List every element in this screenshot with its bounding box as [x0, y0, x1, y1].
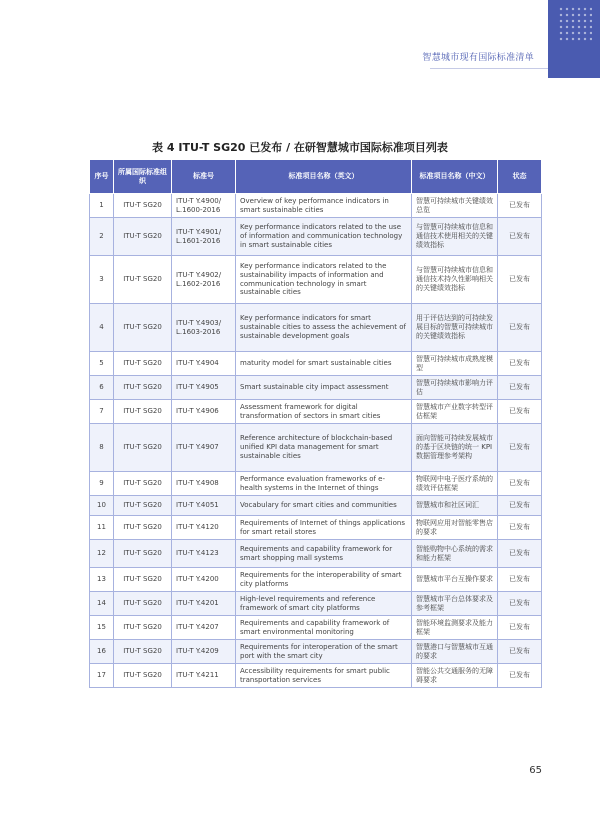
cell-status: 已发布 — [498, 218, 542, 256]
cell-no: 14 — [90, 592, 114, 616]
table-row — [90, 256, 542, 304]
running-header-title: 智慧城市现有国际标准清单 — [422, 53, 534, 63]
cell-name-cn: 与智慧可持续城市信息和通信技术使用相关的关键绩效指标 — [412, 218, 498, 256]
cell-name-cn: 智慧城市平台互操作要求 — [412, 568, 498, 592]
cell-name-cn: 智慧可持续城市影响力评估 — [412, 376, 498, 400]
cell-name-cn: 智能环境监测要求及能力框架 — [412, 616, 498, 640]
cell-no: 8 — [90, 424, 114, 472]
header-name-cn: 标准项目名称（中文） — [412, 160, 498, 194]
cell-status: 已发布 — [498, 376, 542, 400]
table-row — [90, 640, 542, 664]
cell-name-en: Performance evaluation frameworks of e-health systems in the Internet of things — [236, 472, 412, 496]
cell-org: ITU-T SG20 — [114, 472, 172, 496]
table-row — [90, 218, 542, 256]
table-row — [90, 304, 542, 352]
dot-grid-decoration — [558, 6, 592, 42]
cell-org: ITU-T SG20 — [114, 304, 172, 352]
table-row — [90, 496, 542, 516]
header-decoration-block — [548, 0, 600, 78]
table-row — [90, 376, 542, 400]
cell-name-cn: 智慧港口与智慧城市互通的要求 — [412, 640, 498, 664]
cell-no: 10 — [90, 496, 114, 516]
cell-name-cn: 智慧城市和社区词汇 — [412, 496, 498, 516]
cell-no: 7 — [90, 400, 114, 424]
table-row — [90, 592, 542, 616]
table-row — [90, 472, 542, 496]
cell-no: 4 — [90, 304, 114, 352]
cell-status: 已发布 — [498, 592, 542, 616]
cell-no: 17 — [90, 664, 114, 688]
cell-org: ITU-T SG20 — [114, 256, 172, 304]
cell-name-en: High-level requirements and reference framework of smart city platforms — [236, 592, 412, 616]
cell-name-en: Assessment framework for digital transformation of sectors in smart cities — [236, 400, 412, 424]
cell-name-en: Accessibility requirements for smart public transportation services — [236, 664, 412, 688]
cell-standard-number: ITU-T Y.4902/ L.1602-2016 — [172, 256, 236, 304]
header-standard-number: 标准号 — [172, 160, 236, 194]
cell-org: ITU-T SG20 — [114, 194, 172, 218]
cell-org: ITU-T SG20 — [114, 592, 172, 616]
table-header-row — [90, 160, 542, 194]
cell-name-en: maturity model for smart sustainable cities — [236, 352, 412, 376]
table-row — [90, 516, 542, 540]
cell-no: 5 — [90, 352, 114, 376]
cell-standard-number: ITU-T Y.4900/ L.1600-2016 — [172, 194, 236, 218]
cell-status: 已发布 — [498, 424, 542, 472]
cell-org: ITU-T SG20 — [114, 516, 172, 540]
cell-name-cn: 物联网应用对智能零售店的要求 — [412, 516, 498, 540]
cell-name-en: Reference architecture of blockchain-based unified KPI data management for smart sustainable cities — [236, 424, 412, 472]
table-row — [90, 194, 542, 218]
cell-name-en: Key performance indicators related to the sustainability impacts of information and communication technology in smart sustainable cities — [236, 256, 412, 304]
cell-standard-number: ITU-T Y.4123 — [172, 540, 236, 568]
header-name-en: 标准项目名称（英文） — [236, 160, 412, 194]
table-row — [90, 424, 542, 472]
cell-org: ITU-T SG20 — [114, 640, 172, 664]
cell-org: ITU-T SG20 — [114, 352, 172, 376]
cell-standard-number: ITU-T Y.4901/ L.1601-2016 — [172, 218, 236, 256]
cell-no: 16 — [90, 640, 114, 664]
cell-standard-number: ITU-T Y.4904 — [172, 352, 236, 376]
cell-no: 13 — [90, 568, 114, 592]
table-row — [90, 616, 542, 640]
cell-standard-number: ITU-T Y.4906 — [172, 400, 236, 424]
header-divider — [430, 68, 548, 69]
cell-no: 6 — [90, 376, 114, 400]
cell-status: 已发布 — [498, 540, 542, 568]
cell-org: ITU-T SG20 — [114, 664, 172, 688]
cell-name-en: Key performance indicators related to the use of information and communication technology in smart sustainable cities — [236, 218, 412, 256]
cell-status: 已发布 — [498, 616, 542, 640]
header-status: 状态 — [498, 160, 542, 194]
cell-org: ITU-T SG20 — [114, 376, 172, 400]
cell-status: 已发布 — [498, 352, 542, 376]
cell-name-cn: 与智慧可持续城市信息和通信技术持久性影响相关的关键绩效指标 — [412, 256, 498, 304]
cell-org: ITU-T SG20 — [114, 540, 172, 568]
cell-status: 已发布 — [498, 400, 542, 424]
cell-name-en: Smart sustainable city impact assessment — [236, 376, 412, 400]
cell-name-en: Requirements and capability framework for smart shopping mall systems — [236, 540, 412, 568]
cell-org: ITU-T SG20 — [114, 616, 172, 640]
cell-standard-number: ITU-T Y.4120 — [172, 516, 236, 540]
cell-name-cn: 用于评估达到的可持续发展目标的智慧可持续城市的关键绩效指标 — [412, 304, 498, 352]
cell-name-cn: 物联网中电子医疗系统的绩效评估框架 — [412, 472, 498, 496]
cell-name-en: Requirements for the interoperability of smart city platforms — [236, 568, 412, 592]
cell-status: 已发布 — [498, 640, 542, 664]
table-row — [90, 400, 542, 424]
cell-no: 11 — [90, 516, 114, 540]
table-row — [90, 540, 542, 568]
table-row — [90, 352, 542, 376]
cell-no: 15 — [90, 616, 114, 640]
header-org: 所属国际标准组织 — [114, 160, 172, 194]
table-row — [90, 568, 542, 592]
cell-name-cn: 智慧城市产业数字转型评估框架 — [412, 400, 498, 424]
cell-org: ITU-T SG20 — [114, 424, 172, 472]
table-row — [90, 664, 542, 688]
cell-standard-number: ITU-T Y.4907 — [172, 424, 236, 472]
cell-name-en: Overview of key performance indicators in smart sustainable cities — [236, 194, 412, 218]
cell-org: ITU-T SG20 — [114, 568, 172, 592]
cell-no: 3 — [90, 256, 114, 304]
cell-status: 已发布 — [498, 516, 542, 540]
header-strip — [0, 0, 548, 34]
cell-standard-number: ITU-T Y.4908 — [172, 472, 236, 496]
cell-standard-number: ITU-T Y.4201 — [172, 592, 236, 616]
cell-name-cn: 智慧可持续城市关键绩效总览 — [412, 194, 498, 218]
cell-no: 12 — [90, 540, 114, 568]
cell-name-cn: 智慧可持续城市成熟度模型 — [412, 352, 498, 376]
cell-name-en: Vocabulary for smart cities and communities — [236, 496, 412, 516]
cell-name-cn: 智慧城市平台总体要求及参考框架 — [412, 592, 498, 616]
cell-org: ITU-T SG20 — [114, 218, 172, 256]
cell-standard-number: ITU-T Y.4905 — [172, 376, 236, 400]
cell-status: 已发布 — [498, 304, 542, 352]
standards-table — [89, 159, 542, 688]
cell-standard-number: ITU-T Y.4051 — [172, 496, 236, 516]
cell-standard-number: ITU-T Y.4200 — [172, 568, 236, 592]
cell-no: 2 — [90, 218, 114, 256]
cell-standard-number: ITU-T Y.4903/ L.1603-2016 — [172, 304, 236, 352]
cell-status: 已发布 — [498, 194, 542, 218]
cell-no: 1 — [90, 194, 114, 218]
cell-status: 已发布 — [498, 496, 542, 516]
cell-standard-number: ITU-T Y.4209 — [172, 640, 236, 664]
cell-org: ITU-T SG20 — [114, 400, 172, 424]
page-number: 65 — [529, 765, 542, 776]
header-no: 序号 — [90, 160, 114, 194]
table-caption: 表 4 ITU-T SG20 已发布 / 在研智慧城市国际标准项目列表 — [152, 141, 448, 154]
cell-name-cn: 智能公共交通服务的无障碍要求 — [412, 664, 498, 688]
cell-status: 已发布 — [498, 472, 542, 496]
cell-no: 9 — [90, 472, 114, 496]
cell-name-en: Requirements and capability framework of smart environmental monitoring — [236, 616, 412, 640]
cell-org: ITU-T SG20 — [114, 496, 172, 516]
cell-name-cn: 面向智能可持续发展城市的基于区块链的统一 KPI 数据管理参考架构 — [412, 424, 498, 472]
cell-name-en: Requirements of Internet of things applications for smart retail stores — [236, 516, 412, 540]
cell-name-en: Requirements for interoperation of the smart port with the smart city — [236, 640, 412, 664]
cell-status: 已发布 — [498, 664, 542, 688]
cell-name-cn: 智能购物中心系统的需求和能力框架 — [412, 540, 498, 568]
cell-standard-number: ITU-T Y.4211 — [172, 664, 236, 688]
cell-standard-number: ITU-T Y.4207 — [172, 616, 236, 640]
cell-name-en: Key performance indicators for smart sustainable cities to assess the achievement of sustainable development goals — [236, 304, 412, 352]
cell-status: 已发布 — [498, 568, 542, 592]
cell-status: 已发布 — [498, 256, 542, 304]
